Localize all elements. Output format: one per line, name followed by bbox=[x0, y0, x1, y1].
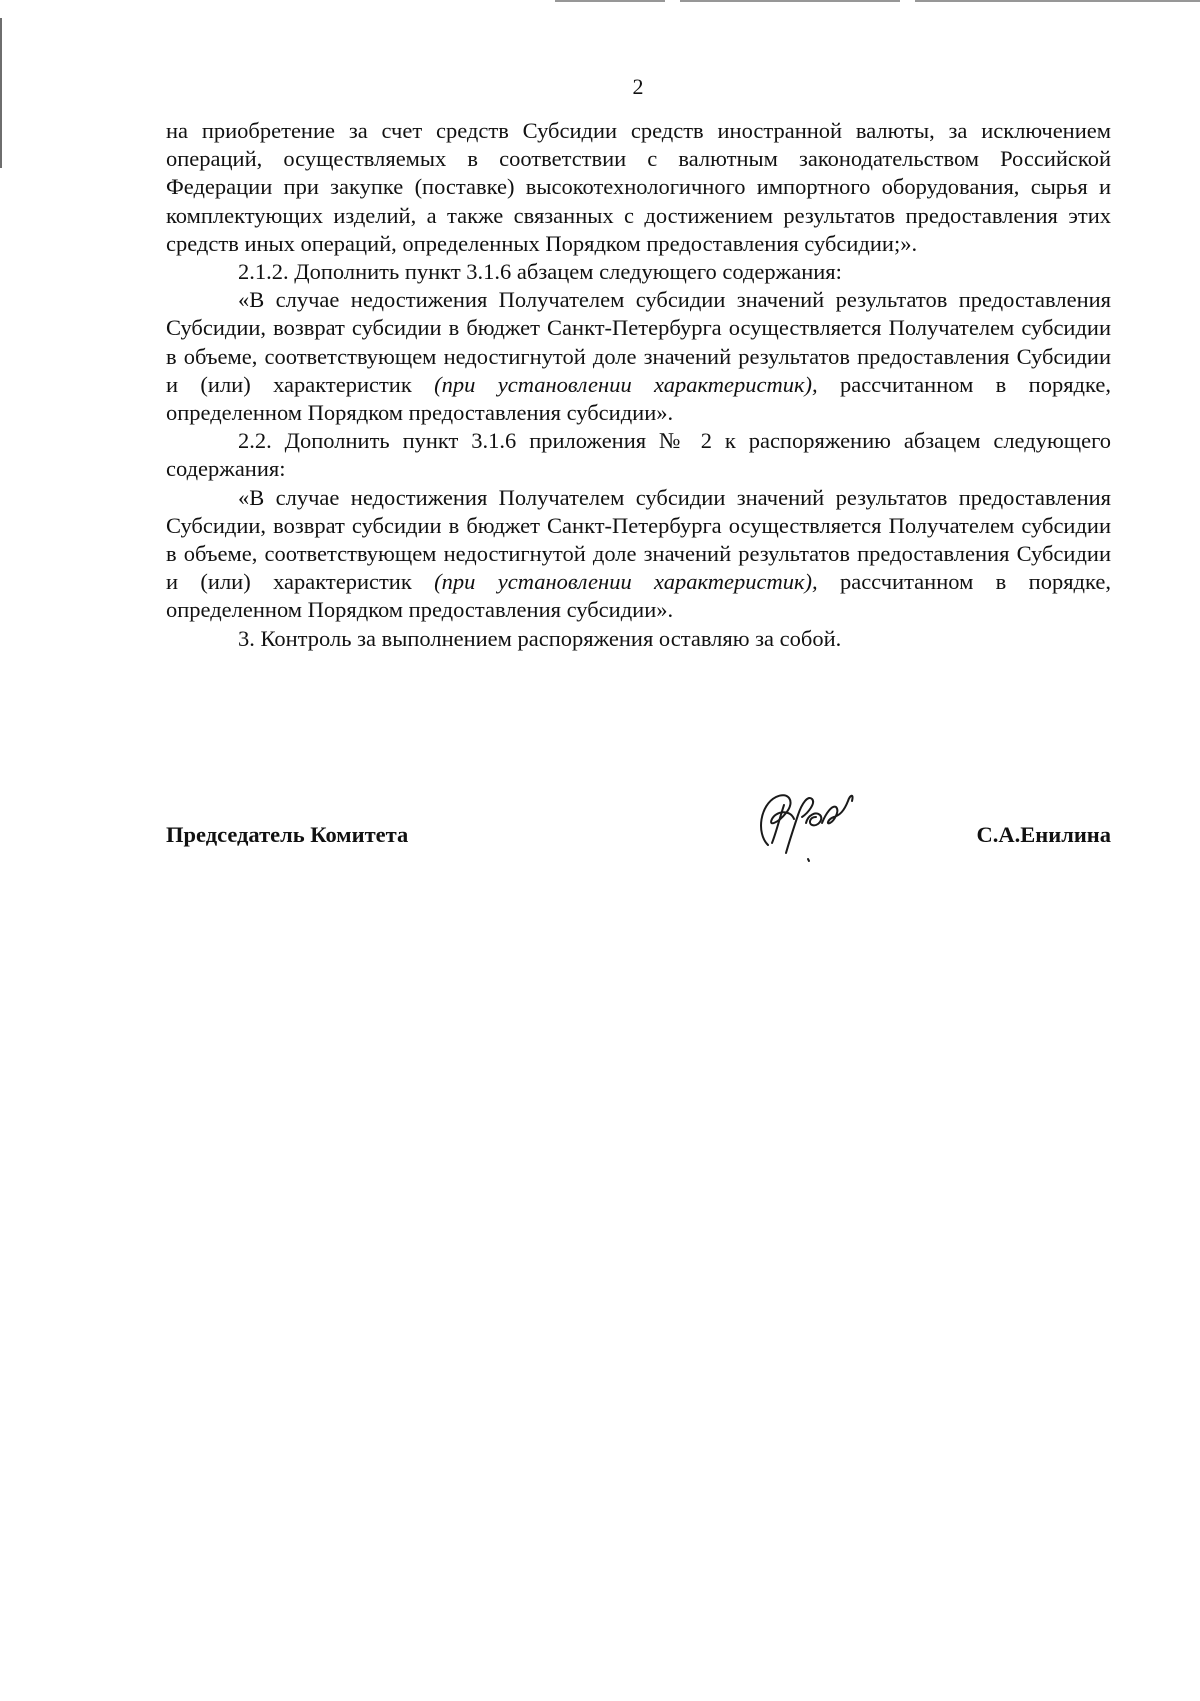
paragraph-3-italic: (при установлении характеристик), bbox=[434, 371, 818, 397]
signature-block bbox=[166, 783, 1111, 863]
scan-edge-top-2 bbox=[680, 0, 900, 2]
paragraph-6: 3. Контроль за выполнением распоряжения оставляю за собой. bbox=[238, 625, 842, 651]
scan-edge-top-3 bbox=[915, 0, 1200, 2]
paragraph-5-part-a: «В случае недостижения Получателем субсидии значений результатов предоставления Субсидии, возврат субсидии в бюджет Санкт-Петербурга осуществляется Получателем субсидии в объеме, соответствующем недостигнутой доле значений результатов предоставления Субсидии и (или) характеристик bbox=[166, 484, 1111, 595]
paragraph-5 bbox=[166, 484, 1111, 625]
handwritten-signature bbox=[746, 783, 886, 863]
paragraph-5-part-b: рассчитанном в порядке, определенном Порядком предоставления субсидии». bbox=[166, 569, 1111, 623]
document-body bbox=[166, 117, 1111, 653]
page-number: 2 bbox=[632, 74, 644, 99]
paragraph-3-part-a: «В случае недостижения Получателем субсидии значений результатов предоставления Субсидии, возврат субсидии в бюджет Санкт-Петербурга осуществляется Получателем субсидии в объеме, соответствующем недостигнутой доле значений результатов предоставления Субсидии и (или) характеристик bbox=[166, 287, 1111, 397]
scan-edge-top-1 bbox=[555, 0, 665, 2]
paragraph-2: 2.1.2. Дополнить пункт 3.1.6 абзацем следующего содержания: bbox=[238, 259, 842, 285]
paragraph-5-italic: (при установлении характеристик), bbox=[434, 569, 818, 595]
signatory-name: С.А.Енилина bbox=[976, 822, 1111, 847]
paragraph-3 bbox=[166, 286, 1111, 427]
paragraph-1: на приобретение за счет средств Субсидии средств иностранной валюты, за исключением операций, осуществляемых в соответствии с валютным законодательством Российской Федерации при закупке (поставке) высокотехнологичного импортного оборудования, сырья и комплектующих изделий, а также связанных с достижением результатов предоставления этих средств иных операций, определенных Порядком предоставления субсидии;». bbox=[166, 118, 1111, 256]
paragraph-3-part-b: рассчитанном в порядке, определенном Порядком предоставления субсидии». bbox=[166, 371, 1111, 426]
signatory-position: Председатель Комитета bbox=[166, 822, 409, 847]
paragraph-4: 2.2. Дополнить пункт 3.1.6 приложения № 2 к распоряжению абзацем следующего содержания: bbox=[166, 428, 1111, 482]
